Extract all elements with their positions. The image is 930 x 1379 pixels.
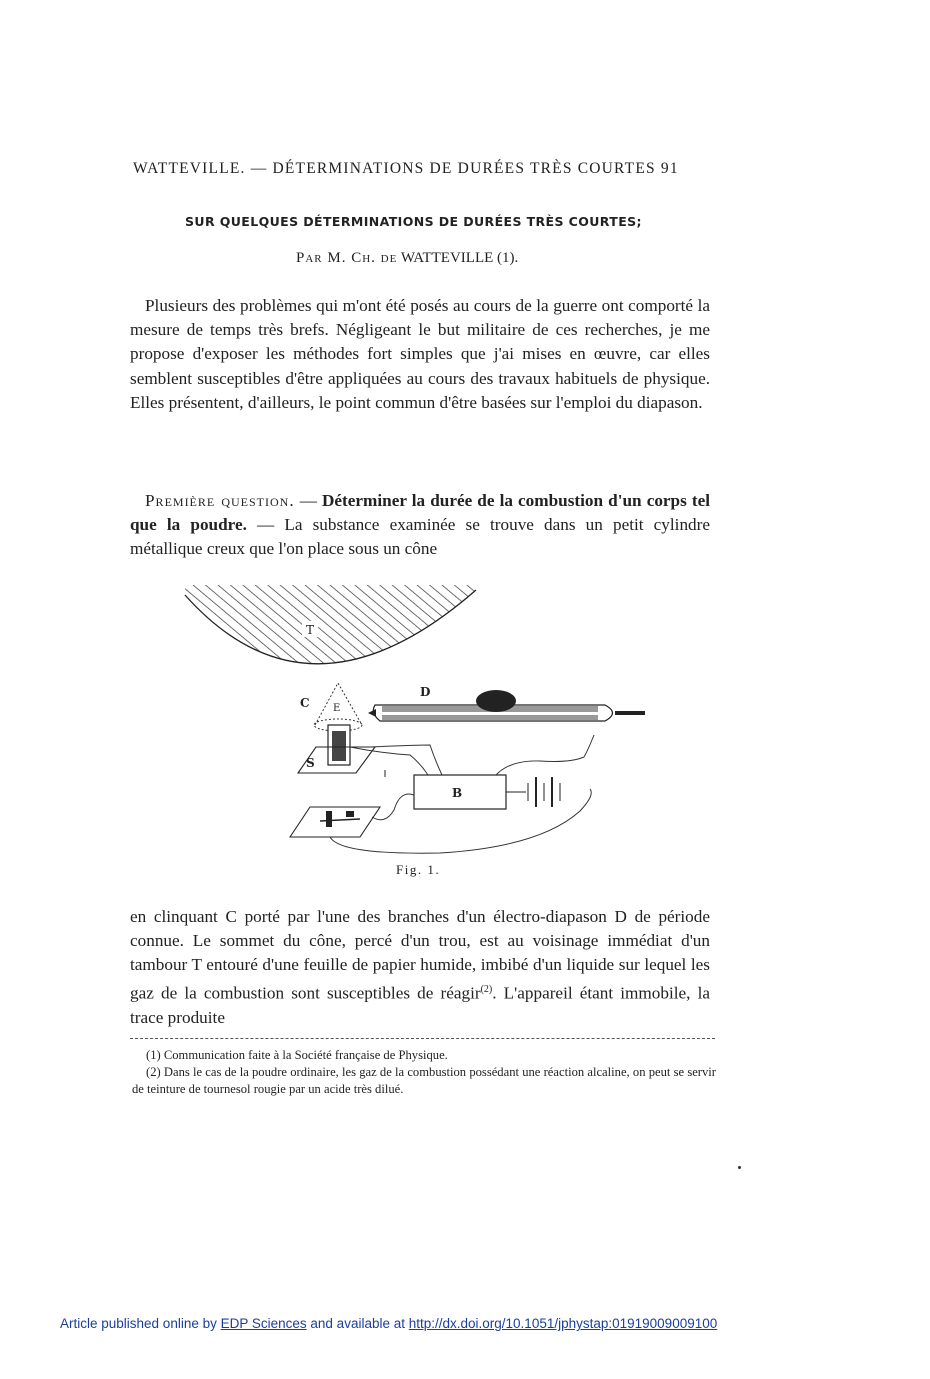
byline-note: (1). xyxy=(497,250,519,266)
figure-apparatus xyxy=(180,585,650,860)
label-C: C xyxy=(300,696,310,710)
footnote-rule xyxy=(130,1038,715,1039)
byline-prefix: Par M. Ch. de xyxy=(296,250,398,266)
publisher-notice xyxy=(60,1316,717,1331)
section-dash: — xyxy=(294,491,323,510)
edp-sciences-link[interactable]: EDP Sciences xyxy=(220,1316,307,1331)
battery xyxy=(506,777,560,807)
tuning-fork-D xyxy=(368,690,645,721)
doi-link[interactable]: http://dx.doi.org/10.1051/jphystap:01919009009100 xyxy=(408,1316,718,1331)
paragraph-apparatus-text-a: en clinquant C porté par l'une des branches d'un électro-diapason D de période connue. Le sommet du cône, percé d'un trou, est au voisinage immédiat d'un tambour T entouré d'une feuille de papier humide, imbibé d'un liquide sur lequel les gaz de la combustion sont susceptibles de réagir xyxy=(130,907,710,1003)
paragraph-apparatus-text-b: . L'appareil étant immobile, la trace produite xyxy=(130,983,710,1027)
figure-caption: Fig. 1. xyxy=(396,862,441,877)
footnote-1: (1) Communication faite à la Société française de Physique. xyxy=(146,1048,448,1062)
footnote-2: (2) Dans le cas de la poudre ordinaire, les gaz de la combustion possédant une réaction alcaline, on peut se servir de teinture de tournesol rougie par un acide très dilué. xyxy=(132,1064,716,1096)
byline-name: WATTEVILLE xyxy=(400,250,494,266)
paragraph-question xyxy=(130,489,710,562)
label-S: S xyxy=(306,756,315,770)
footnote-ref-2: (2) xyxy=(480,983,493,995)
label-B: B xyxy=(452,786,463,800)
drum-T xyxy=(185,585,476,664)
label-T: T xyxy=(306,623,315,637)
byline xyxy=(296,250,518,267)
section-heading: Déterminer la durée de la combustion d'un corps tel que la poudre. xyxy=(130,491,711,535)
apparatus-diagram xyxy=(180,585,650,855)
ink-speck xyxy=(738,1166,741,1169)
label-E: E xyxy=(333,703,341,714)
publisher-text-2: and available at xyxy=(306,1316,409,1331)
article-title: SUR QUELQUES DÉTERMINATIONS DE DURÉES TRÈS COURTES; xyxy=(185,214,642,229)
footnotes xyxy=(132,1047,716,1097)
switch-board xyxy=(290,807,380,837)
publisher-text-1: Article published online by xyxy=(60,1316,221,1331)
section-label: Première question. xyxy=(145,491,295,510)
paragraph-apparatus xyxy=(130,905,710,1030)
paragraph-question-text: — La substance examinée se trouve dans un petit cylindre métallique creux que l'on place sous un cône xyxy=(130,515,710,559)
running-head: WATTEVILLE. — DÉTERMINATIONS DE DURÉES TRÈS COURTES 91 xyxy=(133,160,679,177)
label-D: D xyxy=(420,685,431,699)
paragraph-intro: Plusieurs des problèmes qui m'ont été posés au cours de la guerre ont comporté la mesure de temps très brefs. Négligeant le but militaire de ces recherches, je me propose d'exposer les méthodes fort simples que j'ai mises en œuvre, car elles semblent susceptibles d'être appliquées au cours des travaux habituels de physique. Elles présentent, d'ailleurs, le point commun d'être basées sur l'emploi du diapason. xyxy=(130,296,710,412)
